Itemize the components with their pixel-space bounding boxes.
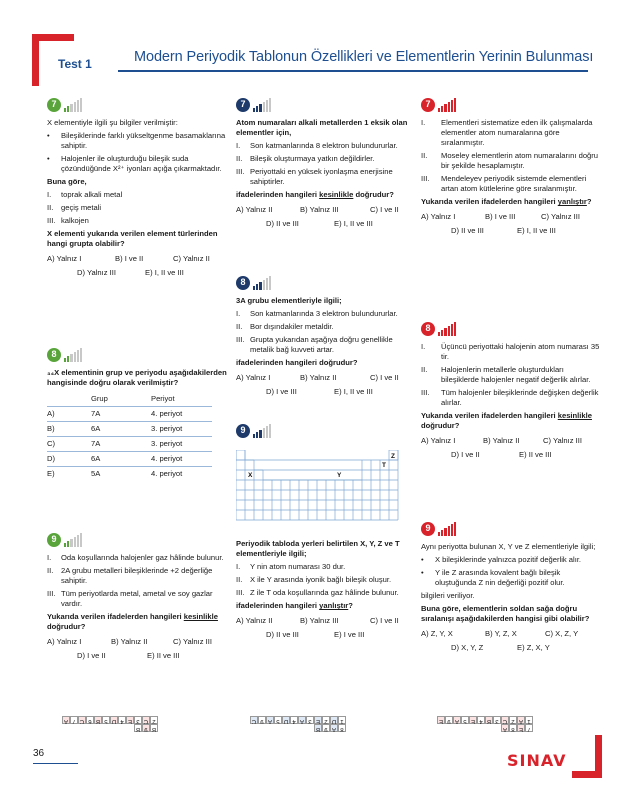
option-c[interactable]: C) I ve II [370, 205, 399, 215]
answer-key-cell [485, 724, 493, 732]
answer-key-cell [266, 724, 274, 732]
question-text: Yukarıda verilen ifadelerden hangileri kesinlikle doğrudur? [421, 411, 592, 431]
element-t-label: T [382, 462, 386, 469]
option-d[interactable]: D) I ve II [77, 651, 106, 661]
corner-accent [572, 771, 602, 778]
question-text: Buna göre, elementlerin soldan sağa doğru sıralanışı aşağıdakilerden hangisi gibi olabilir? [421, 604, 590, 624]
question-text: 3A grubu elementleriyle ilgili; [236, 296, 342, 305]
answer-key-cell [298, 724, 306, 732]
option-a[interactable]: A) Yalnız I [421, 436, 456, 446]
option-b[interactable]: B) Yalnız III [300, 616, 339, 626]
option-c[interactable]: C) I ve II [370, 616, 399, 626]
answer-key-cell [469, 724, 477, 732]
list-item: II. geçiş metali [47, 203, 102, 213]
answer-options [421, 226, 603, 236]
question-number: 9 [236, 424, 250, 438]
option-d[interactable]: D) II ve III [266, 219, 299, 229]
answer-key-cell [306, 724, 314, 732]
list-item: I. toprak alkali metal [47, 190, 123, 200]
header-divider [118, 70, 588, 72]
answer-key-cell: E [439, 717, 444, 724]
option-c[interactable]: C) I ve II [370, 373, 399, 383]
question-8 [236, 272, 418, 397]
answer-key-cell: 4 [290, 716, 298, 724]
question-text: Atom numaraları alkali metallerden 1 eksik olan elementler için, [236, 118, 408, 138]
answer-key-cell: C [143, 717, 149, 724]
answer-key-cell: B [136, 725, 141, 732]
difficulty-badge [236, 94, 418, 112]
list-item: I. Son katmanlarında 3 elektron bulundururlar. [236, 309, 398, 319]
question-7 [236, 94, 418, 229]
answer-key [250, 716, 346, 732]
answer-options [236, 219, 418, 229]
option-a[interactable]: A) Yalnız II [236, 616, 273, 626]
question-8 [421, 318, 603, 460]
answer-key-cell: A [332, 725, 337, 732]
list-item: III. kalkojen [47, 216, 89, 226]
answer-key-cell: 9 [445, 716, 453, 724]
option-e[interactable]: E) II ve III [147, 651, 180, 661]
answer-key-cell [453, 724, 461, 732]
table-row[interactable]: D) 6A 4. periyot [47, 452, 212, 467]
answer-key-cell: A [64, 717, 69, 724]
answer-key-cell [250, 724, 258, 732]
option-b[interactable]: B) Y, Z, X [485, 629, 517, 639]
question-9 [236, 420, 418, 640]
column-header: Grup [91, 394, 108, 404]
list-item: III. Tüm periyotlarda metal, ametal ve soy gazlar vardır. [47, 589, 213, 609]
answer-key-cell [110, 724, 118, 732]
answer-options [421, 450, 603, 460]
answer-key-cell: 8 [338, 724, 346, 732]
option-a[interactable]: A) Yalnız II [236, 205, 273, 215]
question-number: 8 [236, 276, 250, 290]
difficulty-badge [47, 94, 229, 112]
answer-key-cell: E [519, 725, 524, 732]
answer-key-cell: B [96, 717, 101, 724]
list-item: I. Üçüncü periyottaki halojenin atom numarası 35 tir. [421, 342, 600, 362]
option-d[interactable]: D) I ve II [451, 450, 480, 460]
option-a[interactable]: A) Yalnız I [47, 254, 82, 264]
answer-key-cell: C [79, 717, 85, 724]
option-b[interactable]: B) Yalnız II [483, 436, 520, 446]
answer-key-cell [477, 724, 485, 732]
option-e[interactable]: E) I, II ve III [334, 219, 373, 229]
question-7 [421, 94, 603, 236]
page-number: 36 [33, 748, 45, 759]
answer-key [62, 716, 158, 732]
difficulty-badge [421, 518, 603, 536]
answer-key-cell: B [316, 725, 321, 732]
question-text: Yukarıda verilen ifadelerden hangileri yanlıştır? [421, 197, 592, 207]
option-a[interactable]: A) Yalnız I [236, 373, 271, 383]
answer-key-cell: 1 [525, 716, 533, 724]
answer-key-cell [118, 724, 126, 732]
option-c[interactable]: C) Yalnız III [541, 212, 580, 222]
element-y-label: Y [337, 472, 342, 479]
answer-key-cell: D [331, 717, 337, 724]
list-item: III. Mendeleyev periyodik sistemde elementleri artan atom kütlelerine göre sıralanmıştır. [421, 174, 587, 194]
answer-key-cell [70, 724, 78, 732]
answer-key-cell: 9 [322, 724, 330, 732]
question-8 [47, 344, 229, 481]
list-item: II. Halojenlerin metallerle oluşturdukları bileşiklerde halojenler negatif değerlik alırlar. [421, 365, 591, 385]
table-row[interactable]: E) 5A 4. periyot [47, 467, 212, 482]
question-text: Periyodik tabloda yerleri belirtilen X, Y, Z ve T elementleriyle ilgili; [236, 539, 400, 559]
answer-options [47, 637, 229, 647]
difficulty-badge [47, 529, 229, 547]
answer-options [236, 616, 418, 626]
answer-key-cell: A [268, 717, 273, 724]
option-c[interactable]: C) Yalnız III [173, 637, 212, 647]
answer-key-cell: 3 [134, 716, 142, 724]
periodic-table-diagram [236, 450, 406, 530]
option-d[interactable]: D) Yalnız III [77, 268, 116, 278]
answer-key-cell: C [502, 717, 508, 724]
option-c[interactable]: C) Yalnız II [173, 254, 210, 264]
option-a[interactable]: A) Z, Y, X [421, 629, 453, 639]
answer-key-cell: 5 [102, 716, 110, 724]
answer-key-cell [78, 724, 86, 732]
question-lead: Buna göre, [47, 177, 87, 187]
answer-key-cell: 8 [509, 724, 517, 732]
option-e[interactable]: E) I, II ve III [334, 387, 373, 397]
element-x-label: X [248, 472, 253, 479]
answer-key-cell: 7 [70, 716, 78, 724]
list-item: I. Y nin atom numarası 30 dur. [236, 562, 346, 572]
question-text: ifadelerinden hangileri yanlıştır? [236, 601, 353, 611]
answer-key-cell: B [152, 725, 157, 732]
option-c[interactable]: C) Yalnız III [543, 436, 582, 446]
answer-options [236, 387, 418, 397]
option-d[interactable]: D) X, Y, Z [451, 643, 484, 653]
answer-key-cell: D [283, 717, 289, 724]
answer-key-cell: C [251, 717, 257, 724]
option-e[interactable]: E) II ve III [519, 450, 552, 460]
corner-accent [32, 34, 39, 86]
list-item: I. Son katmanlarında 8 elektron bulundururlar. [236, 141, 398, 151]
answer-key-cell: 9 [258, 716, 266, 724]
option-a[interactable]: A) Yalnız I [421, 212, 456, 222]
question-number: 7 [236, 98, 250, 112]
answer-key-cell: 9 [142, 724, 150, 732]
answer-key-cell: 2 [322, 716, 330, 724]
question-9 [421, 518, 603, 653]
bullet-item: • X bileşiklerinde yalnızca pozitif değerlik alır. [421, 555, 582, 565]
answer-key-cell: E [128, 717, 133, 724]
answer-key-cell [461, 724, 469, 732]
bullet-item: • Y ile Z arasında kovalent bağlı bileşik oluştuğunda Z nin değerliği pozitif olur. [421, 568, 565, 588]
list-item: II. Bor dışındakiler metaldir. [236, 322, 334, 332]
answer-key-cell: E [316, 717, 321, 724]
answer-key-cell [86, 724, 94, 732]
option-b[interactable]: B) I ve II [115, 254, 144, 264]
answer-key-cell [282, 724, 290, 732]
element-z-label: Z [391, 453, 395, 460]
answer-key-cell: D [111, 717, 117, 724]
question-number: 7 [421, 98, 435, 112]
answer-options [236, 205, 418, 215]
answer-key-cell [493, 724, 501, 732]
option-b[interactable]: B) Yalnız II [111, 637, 148, 647]
question-9 [47, 529, 229, 661]
answer-options [421, 643, 603, 653]
answer-options [421, 436, 603, 446]
answer-key-cell: A [300, 717, 305, 724]
option-b[interactable]: B) Yalnız III [300, 205, 339, 215]
answer-key-cell: 2 [509, 716, 517, 724]
answer-key-cell: 7 [525, 724, 533, 732]
answer-key-cell [445, 724, 453, 732]
option-a[interactable]: A) Yalnız I [47, 637, 82, 647]
answer-key-cell: 5 [274, 716, 282, 724]
answer-key-cell [290, 724, 298, 732]
column-header: Periyot [151, 394, 175, 404]
answer-key-cell [126, 724, 134, 732]
answer-options [47, 254, 229, 264]
column-2 [236, 94, 418, 640]
table-row[interactable]: C) 7A 3. periyot [47, 437, 212, 452]
footer-divider [33, 763, 78, 764]
answer-options [421, 629, 603, 639]
question-given: bilgileri veriliyor. [421, 591, 475, 601]
list-item: II. Moseley elementlerin atom numaralarını doğru bir şekilde hesaplamıştır. [421, 151, 599, 171]
difficulty-badge [47, 344, 229, 362]
question-number: 9 [421, 522, 435, 536]
answer-options [421, 212, 603, 222]
list-item: III. Tüm halojenler bileşiklerinde değişken değerlik alırlar. [421, 388, 599, 408]
list-item: I. Elementleri sistematize eden ilk çalışmalarda elementler atom numaralarına göre sıralanmıştır. [421, 118, 593, 148]
list-item: I. Oda koşullarında halojenler gaz hâlinde bulunur. [47, 553, 224, 562]
answer-key-cell [62, 724, 70, 732]
page-title: Modern Periyodik Tablonun Özellikleri ve Elementlerin Yerinin Bulunması [134, 49, 594, 65]
question-7 [47, 94, 229, 278]
option-d[interactable]: D) I ve III [266, 387, 297, 397]
answer-options [47, 268, 229, 278]
brand-logo: SINAV [507, 751, 567, 770]
answer-key [437, 716, 533, 732]
column-3 [421, 94, 603, 653]
answer-options [47, 651, 229, 661]
answer-key-cell: A [519, 717, 524, 724]
list-item: III. Grupta yukarıdan aşağıya doğru genellikle metalik bağ kuvveti artar. [236, 335, 393, 355]
table-row[interactable]: B) 6A 3. periyot [47, 422, 212, 437]
question-text: ifadelerinden hangileri doğrudur? [236, 358, 358, 368]
option-e[interactable]: E) I ve III [334, 630, 365, 640]
question-number: 8 [421, 322, 435, 336]
option-d[interactable]: D) II ve III [451, 226, 484, 236]
option-d[interactable]: D) II ve III [266, 630, 299, 640]
answer-key-cell [437, 724, 445, 732]
answer-key-cell [94, 724, 102, 732]
question-text: ifadelerinden hangileri kesinlikle doğrudur? [236, 190, 394, 200]
answer-key-cell: A [503, 725, 508, 732]
answer-options [236, 630, 418, 640]
option-e[interactable]: E) Z, X, Y [517, 643, 550, 653]
list-item: II. Bileşik oluşturmaya yatkın değildirler. [236, 154, 375, 164]
answer-key-cell: 3 [493, 716, 501, 724]
list-item: II. 2A grubu metalleri bileşiklerinde +2 değerliğe sahiptir. [47, 566, 213, 586]
option-e[interactable]: E) I, II ve III [517, 226, 556, 236]
question-text: X elementi yukarıda verilen element türlerinden hangi grupta olabilir? [47, 229, 218, 249]
question-number: 7 [47, 98, 61, 112]
question-text: ₃₄X elementinin grup ve periyodu aşağıdakilerden hangisinde doğru olarak verilmiştir? [47, 368, 227, 388]
table-row[interactable]: A) 7A 4. periyot [47, 407, 212, 422]
answer-key-cell [258, 724, 266, 732]
column-1 [47, 94, 229, 661]
answer-key-cell: 1 [338, 716, 346, 724]
question-number: 9 [47, 533, 61, 547]
answer-key-cell: 5 [461, 716, 469, 724]
option-b[interactable]: B) Yalnız II [300, 373, 337, 383]
answer-key-cell: B [487, 717, 492, 724]
answer-key-cell: 4 [477, 716, 485, 724]
answer-key-cell: A [455, 717, 460, 724]
answer-options [236, 373, 418, 383]
corner-accent [32, 34, 74, 41]
answer-key-cell: E [471, 717, 476, 724]
question-text: Yukarıda verilen ifadelerden hangileri kesinlikle doğrudur? [47, 612, 218, 632]
list-item: II. X ile Y arasında iyonik bağlı bileşik oluşur. [236, 575, 392, 585]
list-item: III. Periyottaki en yüksek iyonlaşma enerjisine sahiptirler. [236, 167, 393, 187]
bullet-item: • Halojenler ile oluşturduğu bileşik suda çözündüğünde X²⁺ iyonları açığa çıkarmaktadır. [47, 154, 222, 174]
option-c[interactable]: C) X, Z, Y [545, 629, 579, 639]
question-intro: Aynı periyotta bulunan X, Y ve Z elementleriyle ilgili; [421, 542, 596, 551]
answer-key-cell: 2 [150, 716, 158, 724]
answer-key-cell: 3 [306, 716, 314, 724]
bullet-item: • Bileşiklerinde farklı yükseltgenme basamaklarına sahiptir. [47, 131, 226, 151]
answer-key-cell [102, 724, 110, 732]
answer-table [47, 392, 212, 481]
question-number: 8 [47, 348, 61, 362]
test-label: Test 1 [58, 57, 92, 71]
answer-key-cell: 6 [86, 716, 94, 724]
difficulty-badge [236, 420, 418, 438]
question-intro: X elementiyle ilgili şu bilgiler verilmiştir: [47, 118, 178, 127]
difficulty-badge [236, 272, 418, 290]
answer-key-cell: 4 [118, 716, 126, 724]
list-item: III. Z ile T oda koşullarında gaz hâlinde bulunur. [236, 588, 399, 598]
option-b[interactable]: B) I ve III [485, 212, 516, 222]
answer-key-cell [274, 724, 282, 732]
option-e[interactable]: E) I, II ve III [145, 268, 184, 278]
difficulty-badge [421, 318, 603, 336]
difficulty-badge [421, 94, 603, 112]
